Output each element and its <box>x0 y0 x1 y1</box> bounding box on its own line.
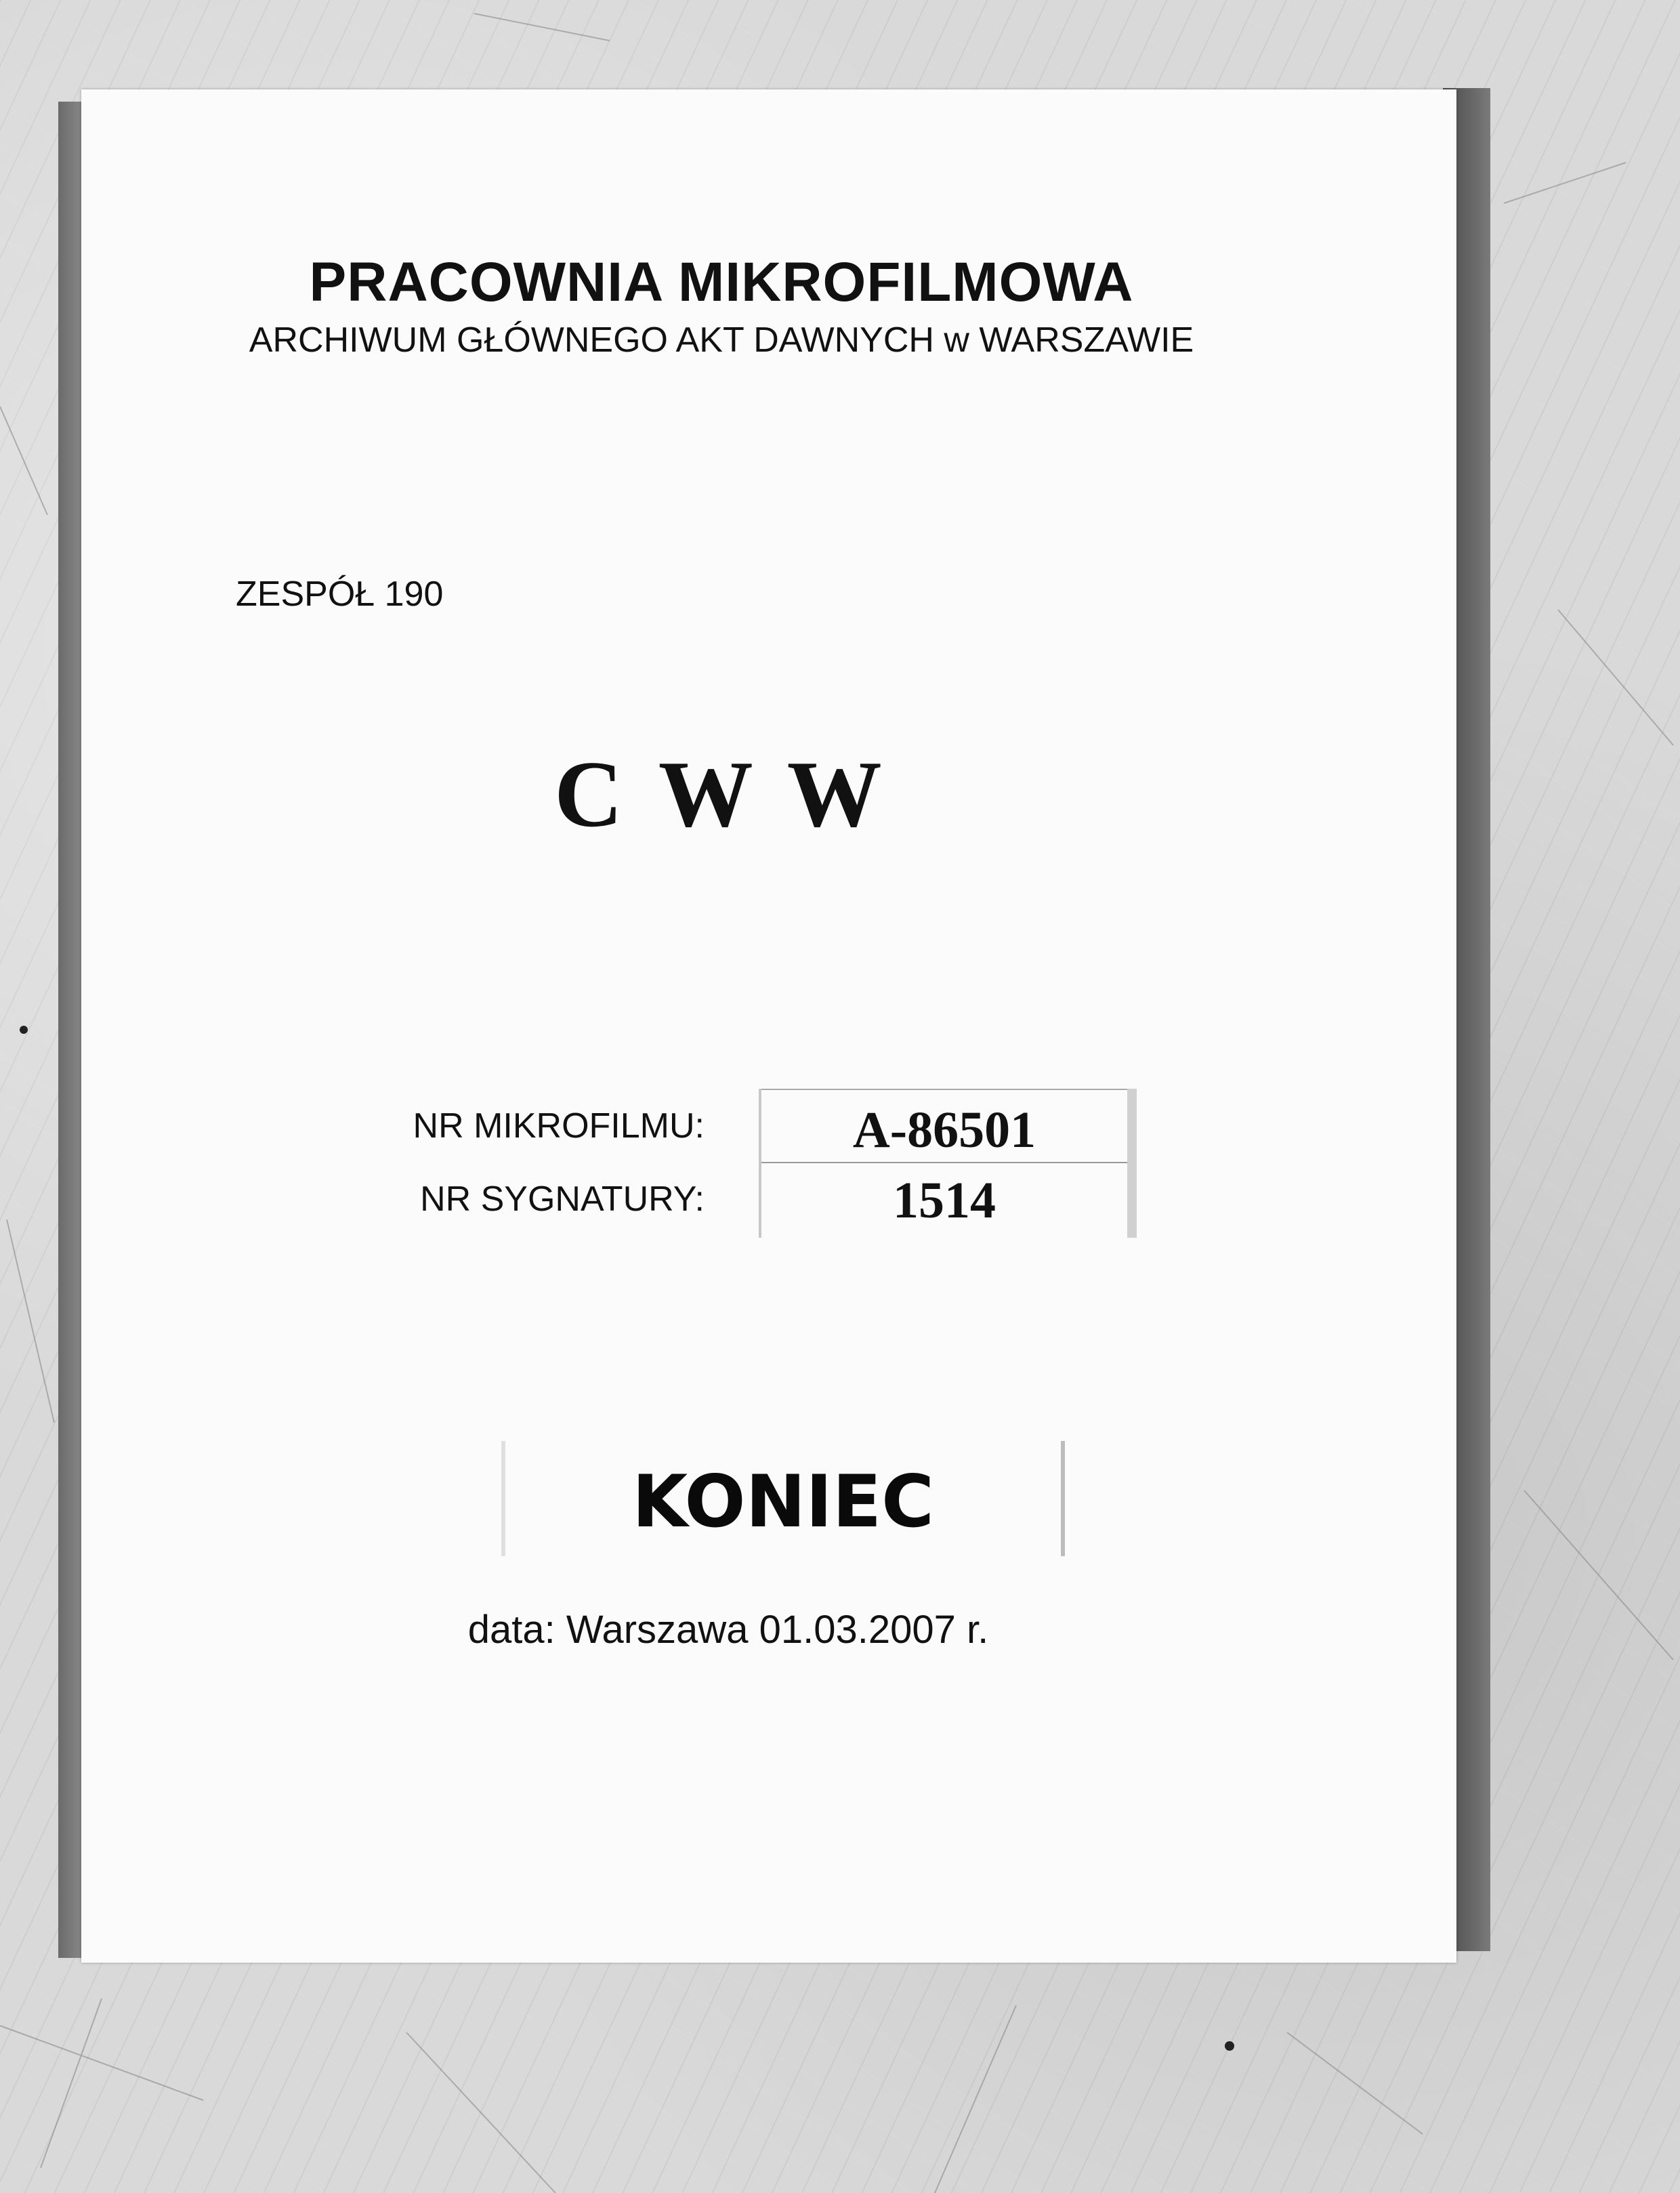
box-top-line <box>761 1089 1127 1090</box>
number-box <box>759 1089 1137 1238</box>
institution-subtitle: ARCHIWUM GŁÓWNEGO AKT DAWNYCH w WARSZAWIE <box>249 320 1194 360</box>
date-line: data: Warszawa 01.03.2007 r. <box>467 1608 989 1652</box>
microfilm-label: NR MIKROFILMU: <box>413 1106 705 1146</box>
box-divider <box>761 1162 1127 1163</box>
signature-value: 1514 <box>893 1172 996 1229</box>
institution-title: PRACOWNIA MIKROFILMOWA <box>309 251 1134 313</box>
end-label: KONIEC <box>632 1460 934 1543</box>
fond-number: ZESPÓŁ 190 <box>236 575 444 614</box>
document-sheet <box>81 89 1456 1963</box>
signature-label: NR SYGNATURY: <box>420 1179 705 1219</box>
end-box <box>501 1441 1065 1556</box>
collection-code: C W W <box>554 742 889 847</box>
microfilm-value: A-86501 <box>852 1102 1036 1158</box>
